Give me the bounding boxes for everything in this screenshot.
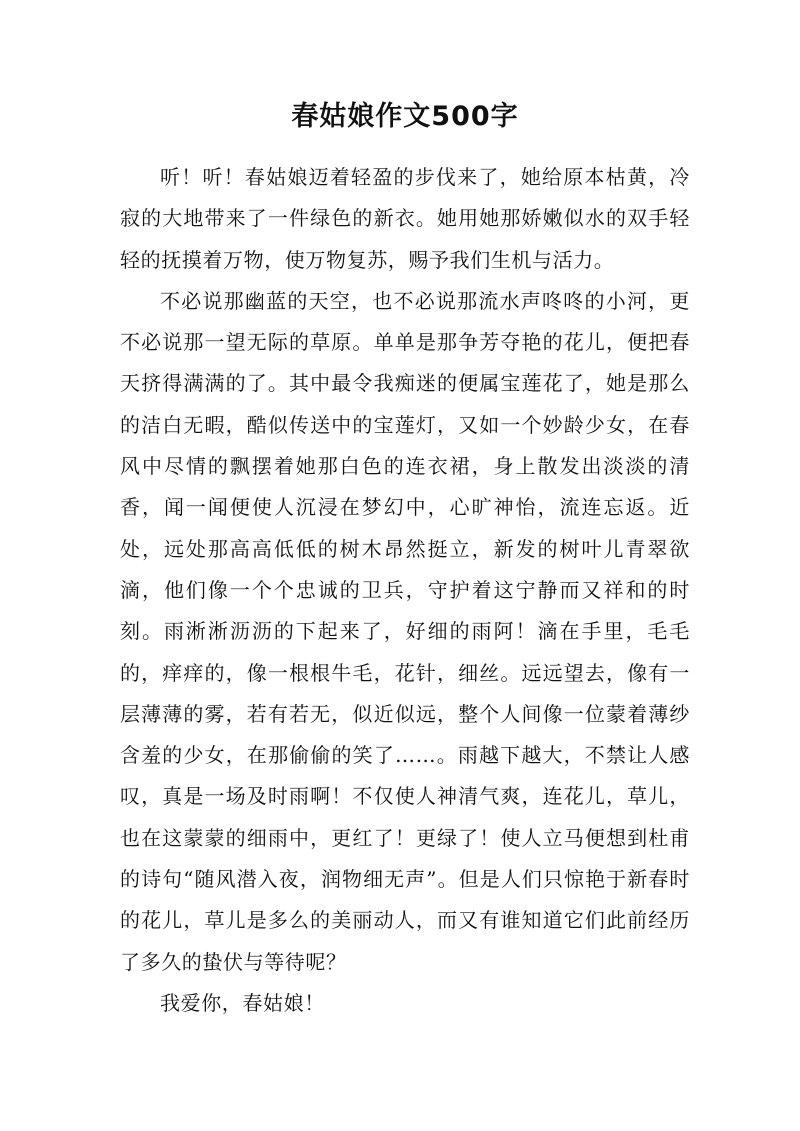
paragraph-2: 不必说那幽蓝的天空，也不必说那流水声咚咚的小河，更不必说那一望无际的草原。单单是那争芳夺艳的花儿，便把春天挤得满满的了。其中最令我痴迷的便属宝莲花了，她是那么的洁白无暇，酷似传送中的宝莲灯，又如一个妙龄少女，在春风中尽情的飘摆着她那白色的连衣裙，身上散发出淡淡的清香，闻一闻便使人沉浸在梦幻中，心旷神怡，流连忘返。近处，远处那高高低低的树木昂然挺立，新发的树叶儿青翠欲滴，他们像一个个忠诚的卫兵，守护着这宁静而又祥和的时刻。雨淅淅沥沥的下起来了，好细的雨阿！滴在手里，毛毛的，痒痒的，像一根根牛毛，花针，细丝。远远望去，像有一层薄薄的雾，若有若无，似近似远，整个人间像一位蒙着薄纱含羞的少女，在那偷偷的笑了……。雨越下越大，不禁让人感叹，真是一场及时雨啊！不仅使人神清气爽，连花儿，草儿，也在这蒙蒙的细雨中，更红了！更绿了！使人立马便想到杜甫的诗句“随风潜入夜，润物细无声”。但是人们只惊艳于新春时的花儿，草儿是多么的美丽动人，而又有谁知道它们此前经历了多久的蛰伏与等待呢？ xyxy=(120,288,690,974)
document-title: 春姑娘作文500字 xyxy=(291,101,519,132)
paragraph-3: 我爱你，春姑娘！ xyxy=(160,990,325,1015)
paragraph-1: 听！听！春姑娘迈着轻盈的步伐来了，她给原本枯黄，冷寂的大地带来了一件绿色的新衣。她用她那娇嫩似水的双手轻轻的抚摸着万物，使万物复苏，赐予我们生机与活力。 xyxy=(120,165,690,272)
